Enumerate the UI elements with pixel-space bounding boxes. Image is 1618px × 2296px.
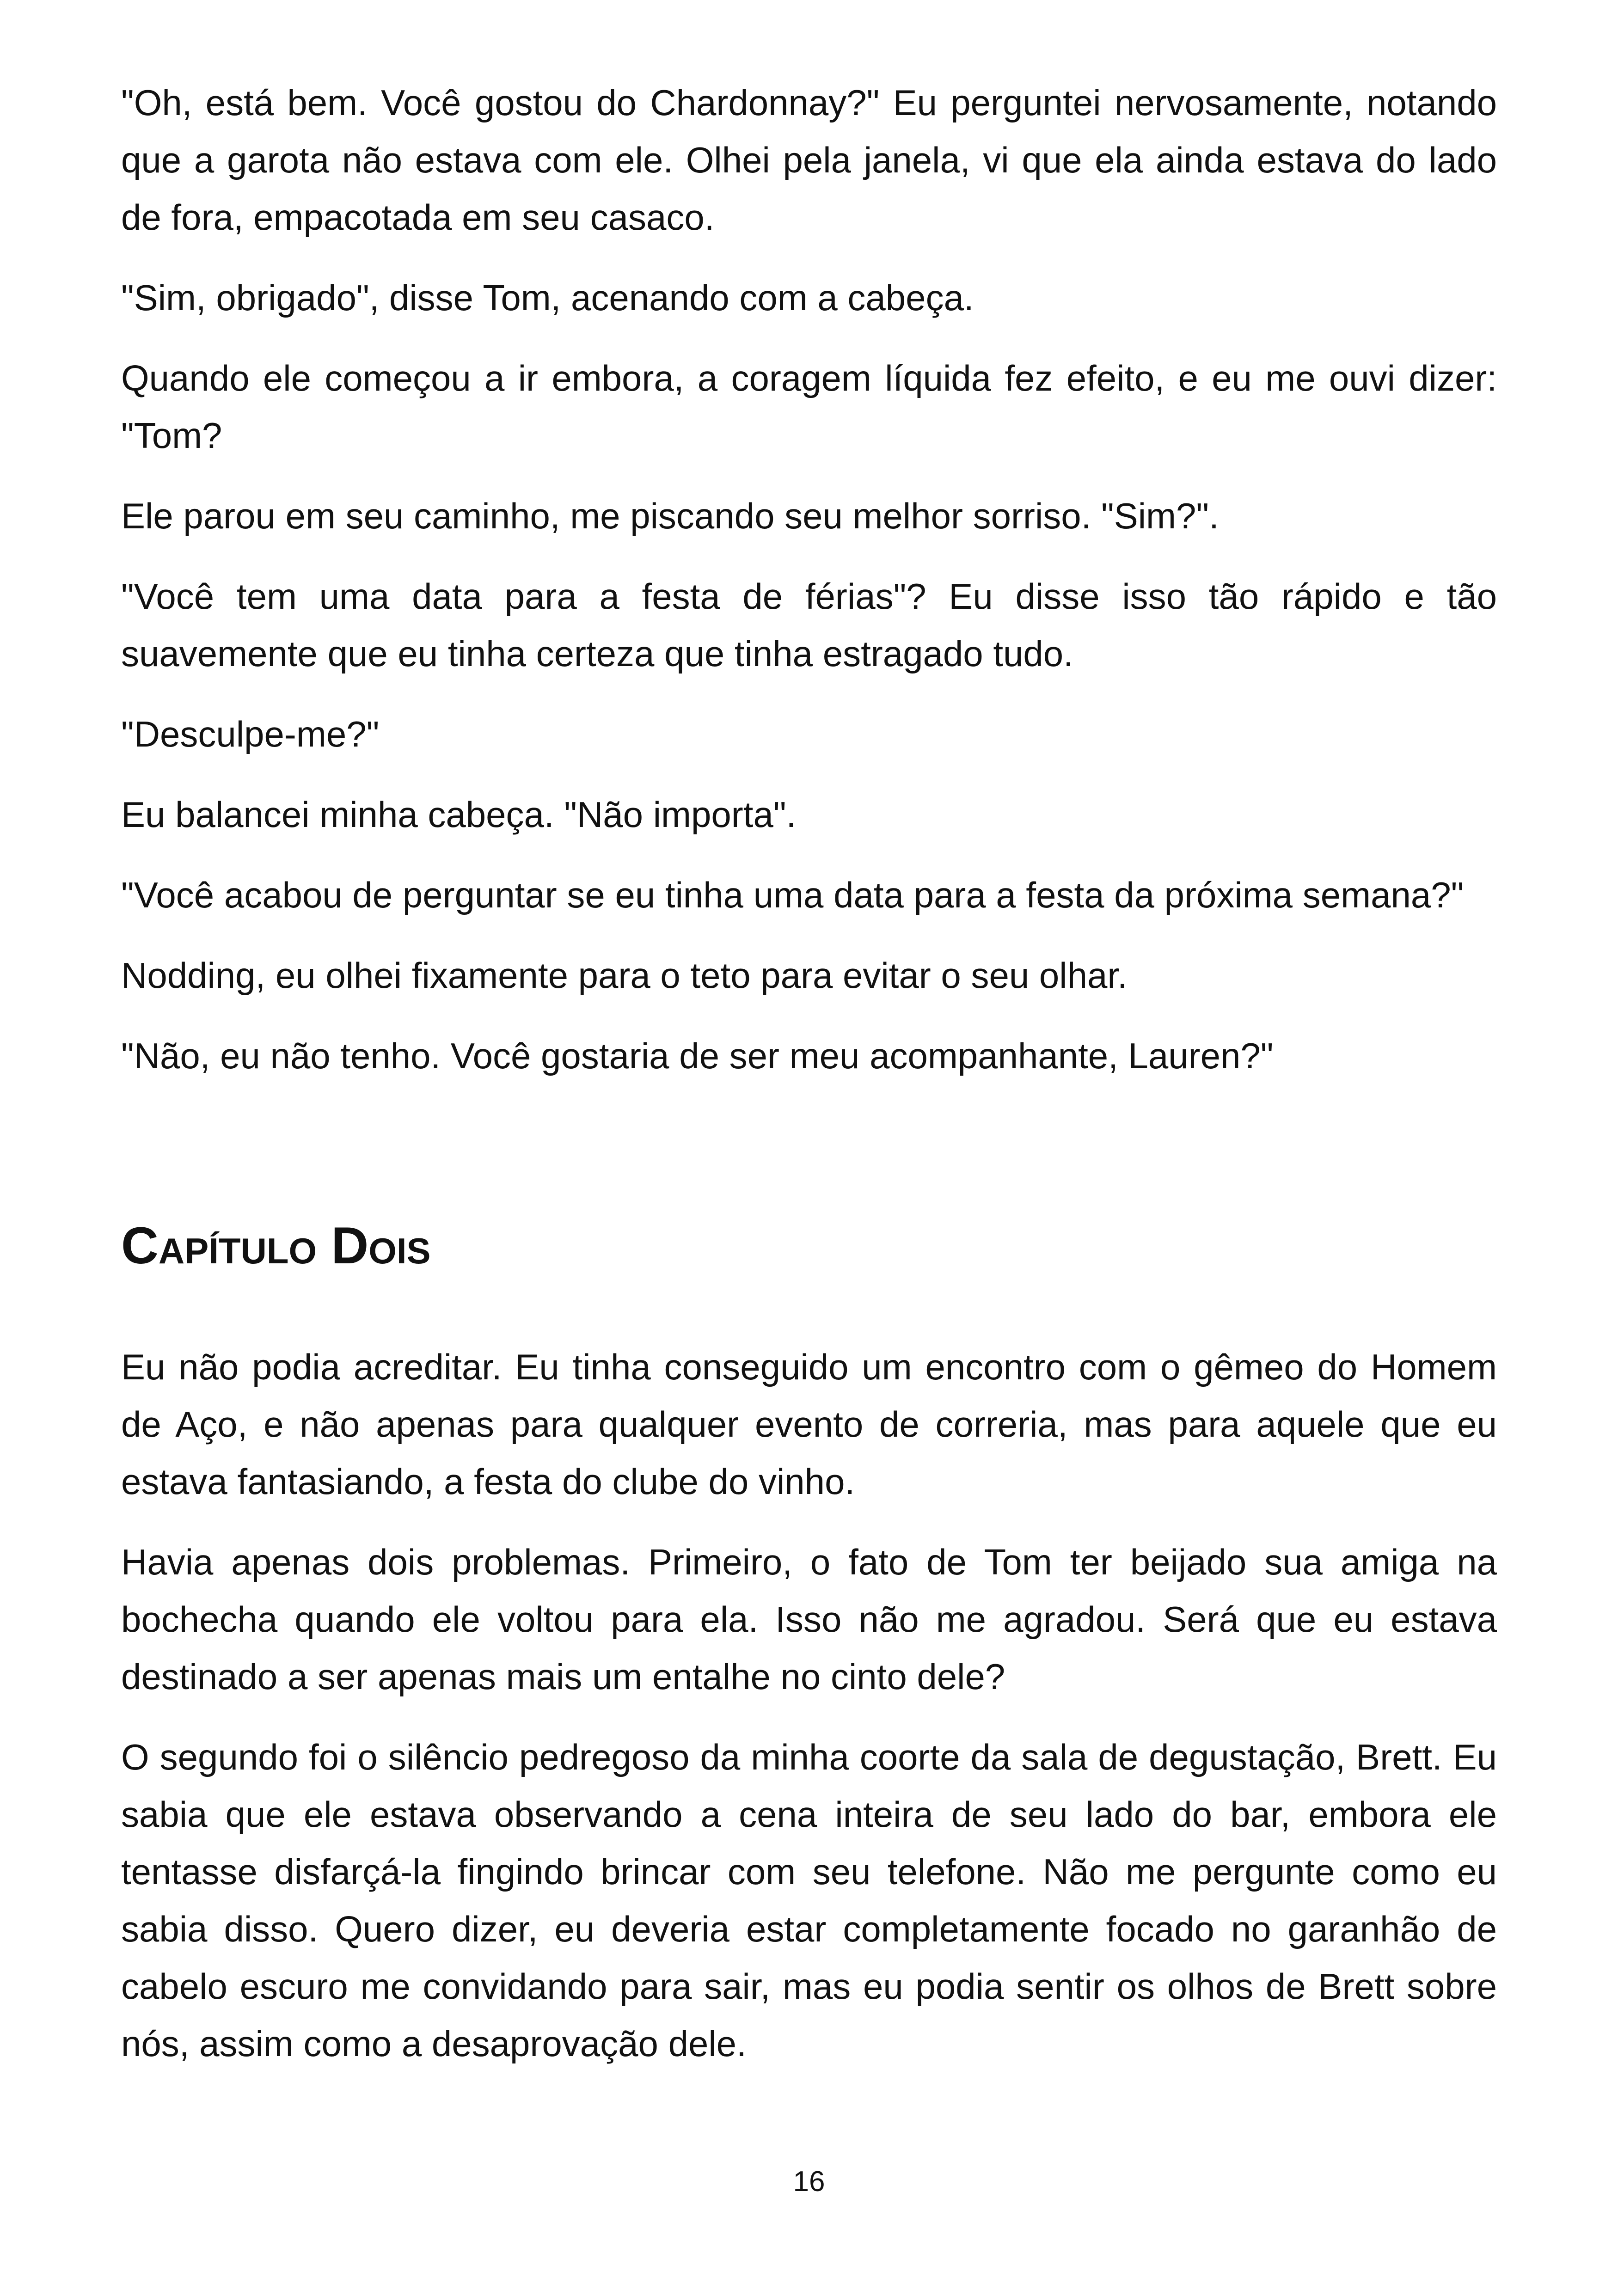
paragraph: Havia apenas dois problemas. Primeiro, o fato de Tom ter beijado sua amiga na bochecha quando ele voltou para ela. Isso não me agradou. Será que eu estava destinado a ser apenas mais um entalhe no cinto dele?	[121, 1542, 1497, 1697]
paragraph: "Você tem uma data para a festa de férias"? Eu disse isso tão rápido e tão suavemente que eu tinha certeza que tinha estragado tudo.	[121, 576, 1497, 674]
paragraph: Nodding, eu olhei fixamente para o teto para evitar o seu olhar.	[121, 955, 1128, 996]
paragraph: "Sim, obrigado", disse Tom, acenando com a cabeça.	[121, 277, 974, 318]
paragraph: O segundo foi o silêncio pedregoso da minha coorte da sala de degustação, Brett. Eu sabia que ele estava observando a cena inteira de seu lado do bar, embora ele tentasse disfarçá-la fingindo brincar com seu telefone. Não me pergunte como eu sabia disso. Quero dizer, eu deveria estar completamente focado no garanhão de cabelo escuro me convidando para sair, mas eu podia sentir os olhos de Brett sobre nós, assim como a desaprovação dele.	[121, 1737, 1497, 2064]
paragraph: "Não, eu não tenho. Você gostaria de ser meu acompanhante, Lauren?"	[121, 1035, 1274, 1076]
text-after-chapter	[121, 1338, 1497, 2072]
paragraph: Eu balancei minha cabeça. "Não importa".	[121, 794, 797, 835]
paragraph: "Desculpe-me?"	[121, 714, 380, 754]
text-before-chapter	[121, 74, 1497, 1084]
paragraph: "Você acabou de perguntar se eu tinha uma data para a festa da próxima semana?"	[121, 875, 1464, 915]
paragraph: Quando ele começou a ir embora, a coragem líquida fez efeito, e eu me ouvi dizer: "Tom?	[121, 358, 1497, 456]
paragraph: Ele parou em seu caminho, me piscando seu melhor sorriso. "Sim?".	[121, 496, 1219, 536]
chapter-title: Capítulo Dois	[121, 1217, 431, 1274]
paragraph: Eu não podia acreditar. Eu tinha conseguido um encontro com o gêmeo do Homem de Aço, e não apenas para qualquer evento de correria, mas para aquele que eu estava fantasiando, a festa do clube do vinho.	[121, 1347, 1497, 1502]
page-number: 16	[793, 2166, 825, 2198]
paragraph: "Oh, está bem. Você gostou do Chardonnay?" Eu perguntei nervosamente, notando que a garota não estava com ele. Olhei pela janela, vi que ela ainda estava do lado de fora, empacotada em seu casaco.	[121, 82, 1497, 238]
